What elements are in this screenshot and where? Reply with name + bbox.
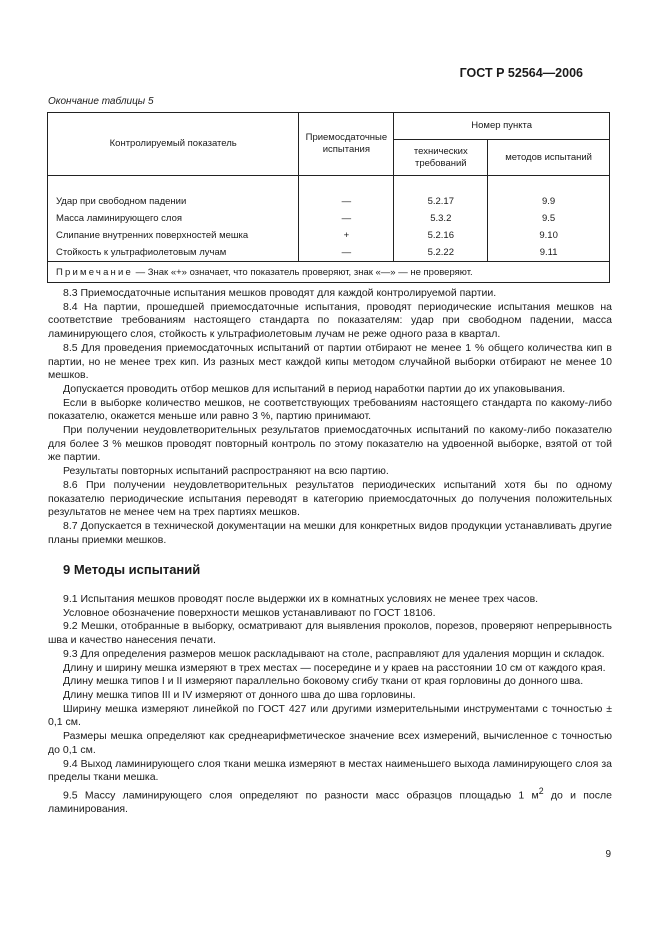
row-acceptance: — — [299, 244, 394, 262]
row-tech-item: 5.2.16 — [394, 227, 488, 244]
table-row — [48, 193, 610, 210]
paragraph: Ширину мешка измеряют линейкой по ГОСТ 427 или другими измерительными инструментами с точностью ± 0,1 см. — [48, 702, 612, 729]
row-indicator: Масса ламинирующего слоя — [48, 210, 299, 227]
paragraph: Результаты повторных испытаний распространяют на всю партию. — [63, 465, 389, 478]
note-label: Примечание — [56, 266, 133, 278]
body-text — [48, 287, 612, 817]
table-note — [48, 262, 610, 283]
table-caption: Окончание таблицы 5 — [48, 96, 154, 107]
table-row — [48, 210, 610, 227]
paragraph-8-6: 8.6 При получении неудовлетворительных результатов периодических испытаний хотя бы по одному показателю периодические испытания переводят в категорию приемосдаточных до получения положительных результатов не менее чем на трех партиях мешков. — [48, 478, 612, 519]
table-row — [48, 244, 610, 262]
header-item-number: Номер пункта — [394, 113, 610, 140]
document-id: ГОСТ Р 52564—2006 — [459, 66, 583, 80]
paragraph-8-7: 8.7 Допускается в технической документации на мешки для конкретных видов продукции устанавливать другие планы приемки мешков. — [48, 519, 612, 546]
row-method-item: 9.5 — [488, 210, 610, 227]
header-acceptance: Приемосдаточные испытания — [299, 113, 394, 176]
paragraph: Если в выборке количество мешков, не соответствующих требованиям настоящего стандарта по какому-либо показателю, окажется меньше или равно 3 %, партию принимают. — [48, 396, 612, 423]
row-tech-item: 5.2.22 — [394, 244, 488, 262]
header-test-methods: методов испытаний — [488, 140, 610, 176]
header-tech-requirements: технических требований — [394, 140, 488, 176]
control-table — [47, 112, 610, 283]
paragraph: Допускается проводить отбор мешков для испытаний в период наработки партии до их упаковывания. — [63, 382, 566, 395]
row-method-item: 9.11 — [488, 244, 610, 262]
page-number: 9 — [605, 849, 611, 860]
header-indicator: Контролируемый показатель — [48, 113, 299, 176]
row-tech-item: 5.2.17 — [394, 193, 488, 210]
p95-text-end: до и после ламинирования. — [48, 789, 612, 816]
paragraph-9-1: 9.1 Испытания мешков проводят после выдержки их в комнатных условиях не менее трех часов. — [63, 593, 539, 606]
table-row — [48, 227, 610, 244]
paragraph: Длину мешка типов I и II измеряют параллельно боковому сгибу ткани от края горловины до донного шва. — [63, 675, 584, 688]
paragraph: Размеры мешка определяют как среднеарифметическое значение всех измерений, вычисленное с точностью до 0,1 см. — [48, 730, 612, 756]
p95-text: 9.5 Массу ламинирующего слоя определяют по разности масс образцов площадью 1 м — [63, 789, 539, 802]
section-9-title: 9 Методы испытаний — [63, 562, 201, 578]
paragraph-8-3: 8.3 Приемосдаточные испытания мешков проводят для каждой контролируемой партии. — [63, 287, 497, 299]
table-body — [48, 176, 610, 262]
row-tech-item: 5.3.2 — [394, 210, 488, 227]
paragraph: Длину и ширину мешка измеряют в трех местах — посередине и у краев на расстоянии 10 см от каждого края. — [63, 661, 606, 674]
row-indicator: Слипание внутренних поверхностей мешка — [48, 227, 299, 244]
row-indicator: Стойкость к ультрафиолетовым лучам — [48, 244, 299, 262]
paragraph: Длину мешка типов III и IV измеряют от донного шва до шва горловины. — [63, 688, 416, 701]
p95-superscript: 2 — [538, 785, 544, 796]
row-acceptance: + — [299, 227, 394, 244]
paragraph: При получении неудовлетворительных результатов приемосдаточных испытаний по какому-либо показателю для более 3 % мешков проводят повторный контроль по этому показателю на удвоенной выборке, взятой от той же партии. — [48, 424, 612, 464]
paragraph-9-4: 9.4 Выход ламинирующего слоя ткани мешка измеряют в местах наименьшего выхода ламинирующего слоя за пределы ткани мешка. — [48, 757, 612, 784]
paragraph: Условное обозначение поверхности мешков устанавливают по ГОСТ 18106. — [63, 606, 436, 619]
row-indicator: Удар при свободном падении — [48, 193, 299, 210]
paragraph-8-5: 8.5 Для проведения приемосдаточных испытаний от партии отбирают не менее 1 % общего количества кип в партии, но не менее трех кип. Из разных мест каждой кипы методом случайной выборки отбирают не менее 10 мешков. — [48, 341, 612, 382]
row-acceptance: — — [299, 193, 394, 210]
row-method-item: 9.10 — [488, 227, 610, 244]
paragraph-8-4: 8.4 На партии, прошедшей приемосдаточные испытания, проводят периодические испытания мешков на соответствие требованиям настоящего стандарта по показателям: удар при свободном падении, масса ламинирующего слоя, стойкость к ультрафиолетовым лучам не реже одного раза в квартал. — [48, 300, 612, 341]
paragraph-9-5 — [48, 785, 612, 817]
paragraph-9-2: 9.2 Мешки, отобранные в выборку, осматривают для выявления проколов, порезов, проверяют непрерывность шва и качество нанесения печати. — [48, 620, 612, 647]
row-method-item: 9.9 — [488, 193, 610, 210]
row-acceptance: — — [299, 210, 394, 227]
paragraph-9-3: 9.3 Для определения размеров мешок раскладывают на столе, расправляют для удаления морщин и складок. — [63, 647, 605, 660]
note-text: — Знак «+» означает, что показатель проверяют, знак «—» — не проверяют. — [133, 266, 473, 278]
